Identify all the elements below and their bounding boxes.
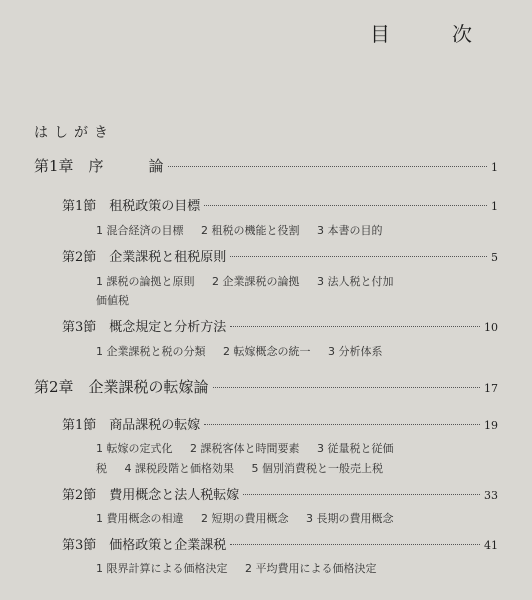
section-1-2-items [96, 273, 408, 289]
chapter-1-page: 1 [491, 161, 498, 174]
section-2-1-title: 第1節 商品課税の転嫁 [62, 418, 201, 433]
leader-dots [230, 326, 480, 327]
section-1-1-page: 1 [491, 200, 498, 213]
section-2-1-items [96, 440, 408, 456]
section-1-3-entry [62, 316, 498, 335]
list-item: 1 混合経済の目標 [96, 224, 184, 237]
leader-dots [243, 494, 480, 495]
section-2-2-entry [62, 484, 498, 503]
section-2-3-items [96, 560, 391, 576]
section-1-3-items [96, 343, 397, 359]
chapter-1-entry [34, 155, 498, 176]
list-item: 価値税 [96, 294, 129, 307]
leader-dots [204, 205, 487, 206]
list-item: 3 本書の目的 [317, 224, 383, 237]
section-2-3-title: 第3節 価格政策と企業課税 [62, 538, 227, 553]
page-title [370, 18, 474, 47]
list-item: 3 従量税と従価 [317, 442, 394, 455]
chapter-2-title: 第2章 企業課税の転嫁論 [34, 378, 209, 396]
section-1-3-page: 10 [484, 321, 498, 334]
list-item: 1 課税の論拠と原則 [96, 275, 195, 288]
list-item: 2 企業課税の論拠 [212, 275, 300, 288]
section-1-2-title: 第2節 企業課税と租税原則 [62, 250, 227, 265]
leader-dots [213, 387, 480, 388]
section-1-1-entry [62, 195, 498, 214]
list-item: 2 租税の機能と役割 [201, 224, 300, 237]
list-item: 3 長期の費用概念 [306, 512, 394, 525]
section-1-2-items-cont [96, 292, 143, 308]
section-1-1-items [96, 222, 397, 238]
section-2-2-items [96, 510, 408, 526]
section-1-1-title: 第1節 租税政策の目標 [62, 199, 201, 214]
list-item: 2 課税客体と時間要素 [190, 442, 300, 455]
leader-dots [204, 424, 480, 425]
section-1-2-page: 5 [491, 251, 498, 264]
list-item: 1 費用概念の相違 [96, 512, 184, 525]
section-2-1-entry [62, 414, 498, 433]
list-item: 2 転嫁概念の統一 [223, 345, 311, 358]
section-2-2-page: 33 [484, 489, 498, 502]
chapter-1-title: 第1章 序 論 [34, 157, 164, 175]
section-2-3-page: 41 [484, 539, 498, 552]
list-item: 1 企業課税と税の分類 [96, 345, 206, 358]
leader-dots [230, 256, 487, 257]
chapter-2-page: 17 [484, 382, 498, 395]
list-item: 2 平均費用による価格決定 [245, 562, 377, 575]
list-item: 3 法人税と付加 [317, 275, 394, 288]
preface-entry: はしがき [34, 125, 114, 141]
list-item: 税 [96, 462, 107, 475]
list-item: 1 転嫁の定式化 [96, 442, 173, 455]
list-item: 2 短期の費用概念 [201, 512, 289, 525]
section-2-1-page: 19 [484, 419, 498, 432]
section-2-1-items-cont [96, 460, 397, 476]
list-item: 5 個別消費税と一般売上税 [251, 462, 383, 475]
list-item: 3 分析体系 [328, 345, 383, 358]
section-2-3-entry [62, 534, 498, 553]
title-char-2: 次 [452, 22, 474, 46]
chapter-2-entry [34, 376, 498, 397]
section-1-3-title: 第3節 概念規定と分析方法 [62, 320, 227, 335]
leader-dots [230, 544, 480, 545]
title-char-1: 目 [370, 22, 392, 46]
list-item: 4 課税段階と価格効果 [124, 462, 234, 475]
section-2-2-title: 第2節 費用概念と法人税転嫁 [62, 488, 240, 503]
section-1-2-entry [62, 246, 498, 265]
list-item: 1 限界計算による価格決定 [96, 562, 228, 575]
leader-dots [168, 166, 487, 167]
